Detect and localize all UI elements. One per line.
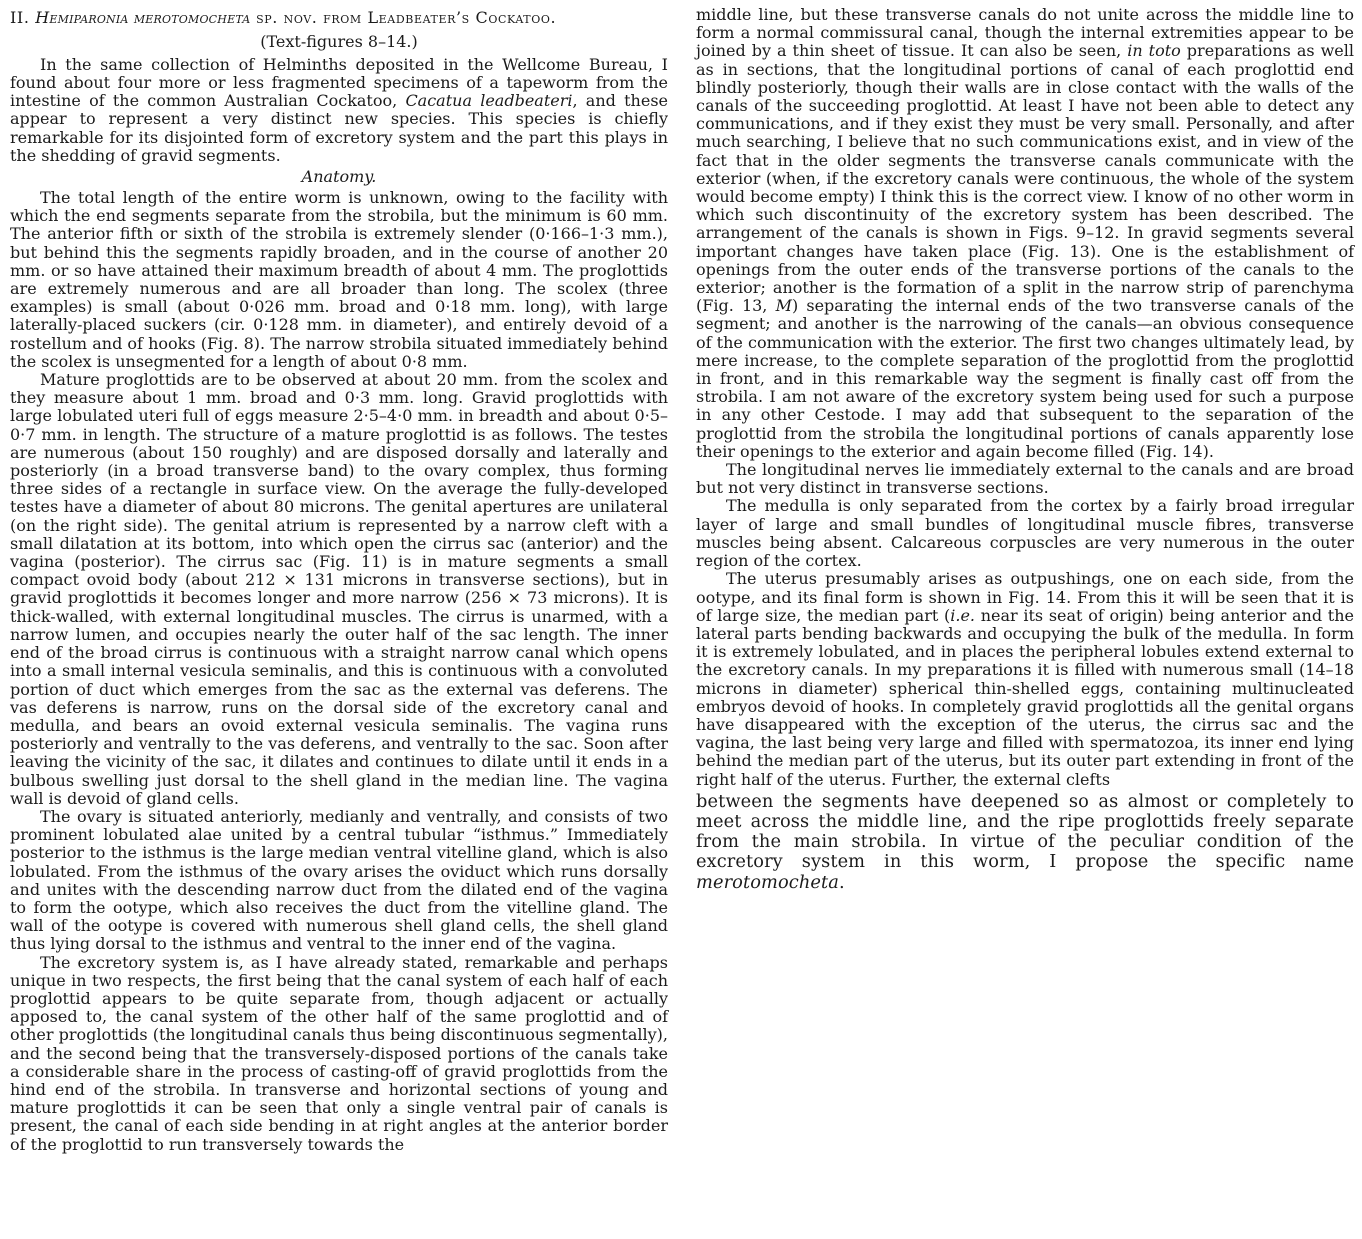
paragraph-uterus: The uterus presumably arises as outpushings, one on each side, from the ootype, and its final form is shown in Fig. 14. From this it will be seen that it is of large size, the median part (i.e. near its seat of origin) being anterior and the lateral parts bending backwards and occupying the bulk of the medulla. In form it is extremely lobulated, and in places the peripheral lobules extend external to the excretory canals. In my preparations it is filled with numerous small (14–18 microns in diameter) spherical thin-shelled eggs, containing multinucleated embryos devoid of hooks. In completely gravid proglottids all the genital organs have disappeared with the exception of the uterus, the cirrus sac and the vagina, the last being very large and filled with spermatozoa, its inner end lying behind the median part of the uterus, but its outer part extending in front of the right half of the uterus. Further, the external clefts [696, 569, 1355, 789]
paragraph-total-length: The total length of the entire worm is unknown, owing to the facility with which the end segments separate from the strobila, but the minimum is 60 mm. The anterior fifth or sixth of the strobila is extremely slender (0·166–1·3 mm.), but behind this the segments rapidly broaden, and in the course of another 20 mm. or so have attained their maximum breadth of about 4 mm. The proglottids are extremely numerous and are all broader than long. The scolex (three examples) is small (about 0·026 mm. broad and 0·18 mm. long), with large laterally-placed suckers (cir. 0·128 mm. in diameter), and entirely devoid of a rostellum and of hooks (Fig. 8). The narrow strobila situated immediately behind the scolex is unsegmented for a length of about 0·8 mm. [10, 188, 668, 371]
paragraph-ovary: The ovary is situated anteriorly, medianly and ventrally, and consists of two prominent lobulated alae united by a central tubular “isthmus.” Immediately posterior to the isthmus is the large median ventral vitelline gland, which is also lobulated. From the isthmus of the ovary arises the oviduct which runs dorsally and unites with the descending narrow duct from the dilated end of the vagina to form the ootype, which also receives the duct from the vitelline gland. The wall of the ootype is covered with numerous shell gland cells, the shell gland thus lying dorsal to the isthmus and ventral to the inner end of the vagina. [10, 806, 668, 954]
paragraph-excretory-system-continued: middle line, but these transverse canals do not unite across the middle line to form a normal commissural canal, though the internal extremities appear to be joined by a thin sheet of tissue. It can also be seen, in toto preparations as well as in sections, that the longitudinal portions of canal of each proglottid end blindly posteriorly, though their walls are in close contact with the walls of the canals of the succeeding proglottid. At least I have not been able to detect any communications, and if they exist they must be very small. Personally, and after much searching, I believe that no such communications exist, and in view of the fact that in the older segments the transverse canals communicate with the exterior (when, if the excretory canals were continuous, the whole of the system would become empty) I think this is the correct view. I know of no other worm in which such discontinuity of the excretory system has been described. The arrangement of the canals is shown in Figs. 9–12. In gravid segments several important changes have taken place (Fig. 13). One is the establishment of openings from the outer ends of the transverse portions of the canals to the exterior; another is the formation of a split in the narrow strip of parenchyma (Fig. 13, M) separating the internal ends of the two transverse canals of the segment; and another is the narrowing of the canals—an obvious consequence of the communication with the exterior. The first two changes ultimately lead, by mere increase, to the complete separation of the proglottid from the proglottid in front, and in this remarkable way the segment is finally cast off from the strobila. I am not aware of the excretory system being used for such a purpose in any other Cestode. I may add that subsequent to the separation of the proglottid from the strobila the longitudinal portions of canals apparently lose their openings to the exterior and again become filled (Fig. 14). [696, 5, 1355, 461]
paragraph-introduction: In the same collection of Helminths deposited in the Wellcome Bureau, I found about four more or less fragmented specimens of a tapeworm from the intestine of the common Australian Cockatoo, Cacatua leadbeateri, and these appear to represent a very distinct new species. This species is chiefly remarkable for its disjointed form of excretory system and the part this plays in the shedding of gravid segments. [10, 54, 668, 165]
paragraph-excretory-system: The excretory system is, as I have already stated, remarkable and perhaps unique in two respects, the first being that the canal system of each half of each proglottid appears to be quite separate from, though adjacent or actually apposed to, the canal system of the other half of the same proglottid and of other proglottids (the longitudinal canals thus being discontinuous segmentally), and the second being that the transversely-disposed portions of the canals take a considerable share in the process of casting-off of gravid proglottids from the hind end of the strobila. In transverse and horizontal sections of young and mature proglottids it can be seen that only a single ventral pair of canals is present, the canal of each side bending in at right angles at the anterior border of the proglottid to run transversely towards the [10, 952, 668, 1154]
paragraph-conclusion-large-type: between the segments have deepened so as almost or completely to meet across the middle line, and the ripe proglottids freely separate from the main strobila. In virtue of the peculiar condition of the excretory system in this worm, I propose the specific name merotomocheta. [696, 790, 1354, 893]
right-column [696, 6, 1354, 1154]
left-column [10, 6, 668, 1154]
paragraph-mature-proglottids: Mature proglottids are to be observed at about 20 mm. from the scolex and they measure about 1 mm. broad and 0·3 mm. long. Gravid proglottids with large lobulated uteri full of eggs measure 2·5–4·0 mm. in breadth and about 0·5–0·7 mm. in length. The structure of a mature proglottid is as follows. The testes are numerous (about 150 roughly) and are disposed dorsally and laterally and posteriorly (in a broad transverse band) to the ovary complex, thus forming three sides of a rectangle in surface view. On the average the fully-developed testes have a diameter of about 80 microns. The genital apertures are unilateral (on the right side). The genital atrium is represented by a narrow cleft with a small dilatation at its bottom, into which open the cirrus sac (anterior) and the vagina (posterior). The cirrus sac (Fig. 11) is in mature segments a small compact ovoid body (about 212 × 131 microns in transverse sections), but in gravid proglottids it becomes longer and more narrow (256 × 73 microns). It is thick-walled, with external longitudinal muscles. The cirrus is unarmed, with a narrow lumen, and occupies nearly the outer half of the sac length. The inner end of the broad cirrus is continuous with a straight narrow canal which opens into a small internal vesicula seminalis, and this is continuous with a convoluted portion of duct which emerges from the sac as the external vas deferens. The vas deferens is narrow, runs on the dorsal side of the excretory canal and medulla, and bears an ovoid external vesicula seminalis. The vagina runs posteriorly and ventrally to the vas deferens, and ventrally to the sac. Soon after leaving the vicinity of the sac, it dilates and continues to dilate until it ends in a bulbous swelling just dorsal to the shell gland in the median line. The vagina wall is devoid of gland cells. [10, 370, 668, 808]
paragraph-medulla: The medulla is only separated from the cortex by a fairly broad irregular layer of large and small bundles of longitudinal muscle fibres, transverse muscles being absent. Calcareous corpuscles are very numerous in the outer region of the cortex. [696, 496, 1354, 571]
text-figures-note: (Text-figures 8–14.) [260, 31, 418, 51]
anatomy-subheading: Anatomy. [301, 167, 377, 187]
paragraph-longitudinal-nerves: The longitudinal nerves lie immediately external to the canals and are broad but not very distinct in transverse sections. [696, 460, 1354, 498]
section-title: II. Hemiparonia merotomocheta sp. nov. from Leadbeater’s Cockatoo. [10, 8, 557, 27]
